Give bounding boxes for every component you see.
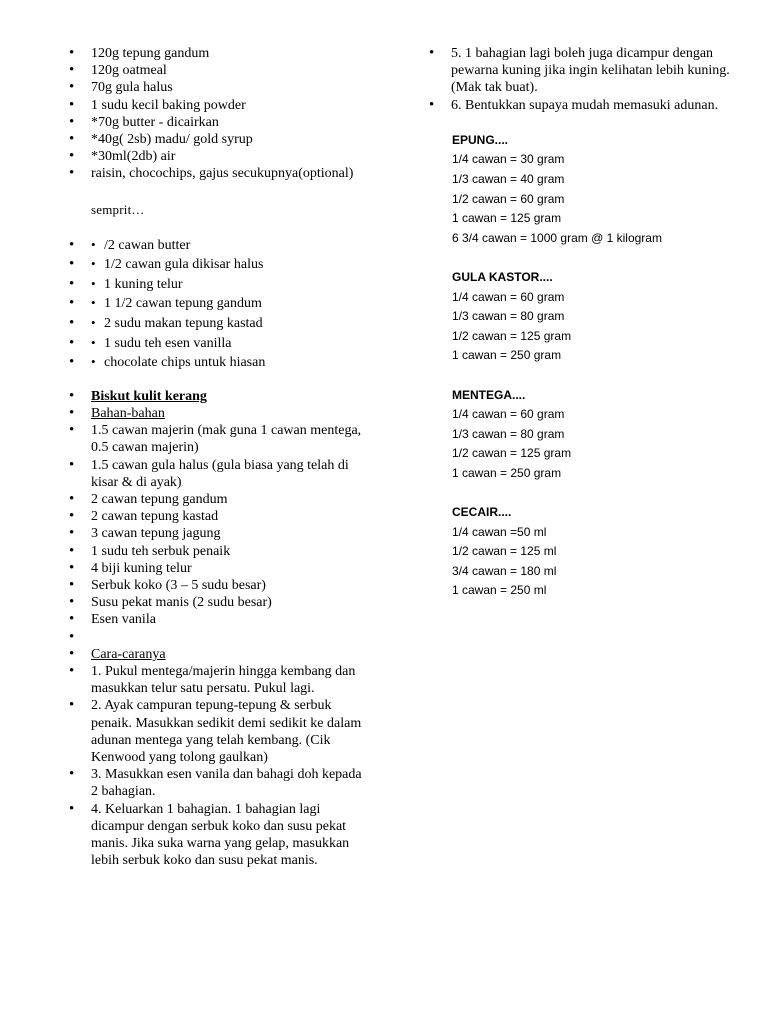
conversion-line: 1/4 cawan =50 ml [452, 524, 547, 539]
list-item: • 70g gula halus [70, 79, 370, 96]
list-item: • 3 cawan tepung jagung [70, 525, 370, 542]
list-item: • 1.5 cawan majerin (mak guna 1 cawan mentega, 0.5 cawan majerin) [70, 422, 370, 456]
step-item: • 1. Pukul mentega/majerin hingga kembang dan masukkan telur satu persatu. Pukul lagi. [70, 663, 370, 697]
list-item [70, 334, 370, 354]
bahan-heading-text: Bahan-bahan [91, 405, 165, 421]
list-item: • 1 sudu teh serbuk penaik [70, 543, 370, 560]
biskut-title [70, 388, 370, 405]
left-column [70, 0, 370, 869]
list-item [70, 294, 370, 314]
conversion-line: 1/2 cawan = 60 gram [452, 191, 565, 206]
list-item [70, 353, 370, 373]
list-item: • 2 cawan tepung kastad [70, 508, 370, 525]
conversion-line: 1 cawan = 250 ml [452, 583, 547, 598]
list-item-text: 1 1/2 cawan tepung gandum [104, 296, 262, 312]
step-list-continued [430, 45, 730, 114]
list-item: • 1 sudu kecil baking powder [70, 97, 370, 114]
list-item: • *70g butter - dicairkan [70, 114, 370, 131]
conversion-line: 1/3 cawan = 80 gram [452, 426, 565, 441]
conversion-table [452, 131, 730, 601]
list-item: • 4 biji kuning telur [70, 560, 370, 577]
list-item: • Susu pekat manis (2 sudu besar) [70, 594, 370, 611]
list-item-text: 1/2 cawan gula dikisar halus [104, 257, 264, 273]
list-item: • 120g oatmeal [70, 62, 370, 79]
conversion-line: 1/2 cawan = 125 gram [452, 446, 572, 461]
cara-heading-text: Cara-caranya [91, 646, 166, 662]
conversion-line: 1/3 cawan = 80 gram [452, 309, 565, 324]
list-item: • *40g( 2sb) madu/ gold syrup [70, 131, 370, 148]
list-item: • 2 cawan tepung gandum [70, 491, 370, 508]
conversion-line: 1/3 cawan = 40 gram [452, 172, 565, 186]
conversion-line: 1/4 cawan = 60 gram [452, 407, 565, 422]
step-item: • 6. Bentukkan supaya mudah memasuki adunan. [430, 97, 730, 114]
list-item [70, 314, 370, 334]
list-item-text: 1 sudu teh esen vanilla [104, 335, 232, 351]
step-item: • 4. Keluarkan 1 bahagian. 1 bahagian lagi dicampur dengan serbuk koko dan susu pekat manis. Jika suka warna yang gelap, masukkan lebih serbuk koko dan susu pekat manis. [70, 801, 370, 870]
conversion-line: 1 cawan = 125 gram [452, 211, 562, 226]
step-item: • 3. Masukkan esen vanila dan bahagi doh kepada 2 bahagian. [70, 766, 370, 800]
list-item [70, 275, 370, 295]
list-item: • 120g tepung gandum [70, 45, 370, 62]
right-column [430, 0, 730, 601]
conversion-line: 1/4 cawan = 60 gram [452, 289, 565, 304]
list-item: • Esen vanila [70, 611, 370, 628]
list-item: • *30ml(2db) air [70, 148, 370, 165]
list-item [70, 629, 370, 646]
semprit-list [70, 236, 370, 373]
conversion-line: 1/4 cawan = 30 gram [452, 152, 565, 167]
conversion-line: 1/2 cawan = 125 gram [452, 328, 572, 343]
conversion-heading: GULA KASTOR.... [452, 269, 553, 284]
bahan-heading [70, 405, 370, 422]
semprit-label: semprit… [91, 201, 145, 217]
conversion-line: 1 cawan = 250 gram [452, 348, 562, 363]
conversion-heading: EPUNG.... [452, 132, 509, 147]
list-item-text: 1 kuning telur [104, 276, 183, 292]
list-item-text: 2 sudu makan tepung kastad [104, 316, 263, 331]
list-item [70, 236, 370, 256]
conversion-line: 1/2 cawan = 125 ml [452, 544, 557, 559]
conversion-line: 3/4 cawan = 180 ml [452, 563, 557, 578]
step-item: • 2. Ayak campuran tepung-tepung & serbuk penaik. Masukkan sedikit demi sedikit ke dalam adunan mentega yang telah kembang. (Cik Kenwood yang tolong gaulkan) [70, 697, 370, 766]
list-item: • raisin, chocochips, gajus secukupnya(optional) [70, 165, 370, 182]
list-item [70, 255, 370, 275]
list-item-text: chocolate chips untuk hiasan [104, 355, 266, 371]
conversion-heading: CECAIR.... [452, 505, 512, 520]
list-item: • Serbuk koko (3 – 5 sudu besar) [70, 577, 370, 594]
conversion-heading: MENTEGA.... [452, 387, 526, 402]
list-item: • 1.5 cawan gula halus (gula biasa yang telah di kisar & di ayak) [70, 457, 370, 491]
conversion-line: 6 3/4 cawan = 1000 gram @ 1 kilogram [452, 230, 662, 245]
list-item-text: /2 cawan butter [104, 237, 191, 253]
biskut-list [70, 388, 370, 870]
cara-heading [70, 646, 370, 663]
conversion-line: 1 cawan = 250 gram [452, 465, 562, 480]
step-item: • 5. 1 bahagian lagi boleh juga dicampur dengan pewarna kuning jika ingin kelihatan lebih kuning. (Mak tak buat). [430, 45, 730, 97]
biskut-title-text: Biskut kulit kerang [91, 388, 207, 404]
ingredient-list [70, 45, 370, 183]
